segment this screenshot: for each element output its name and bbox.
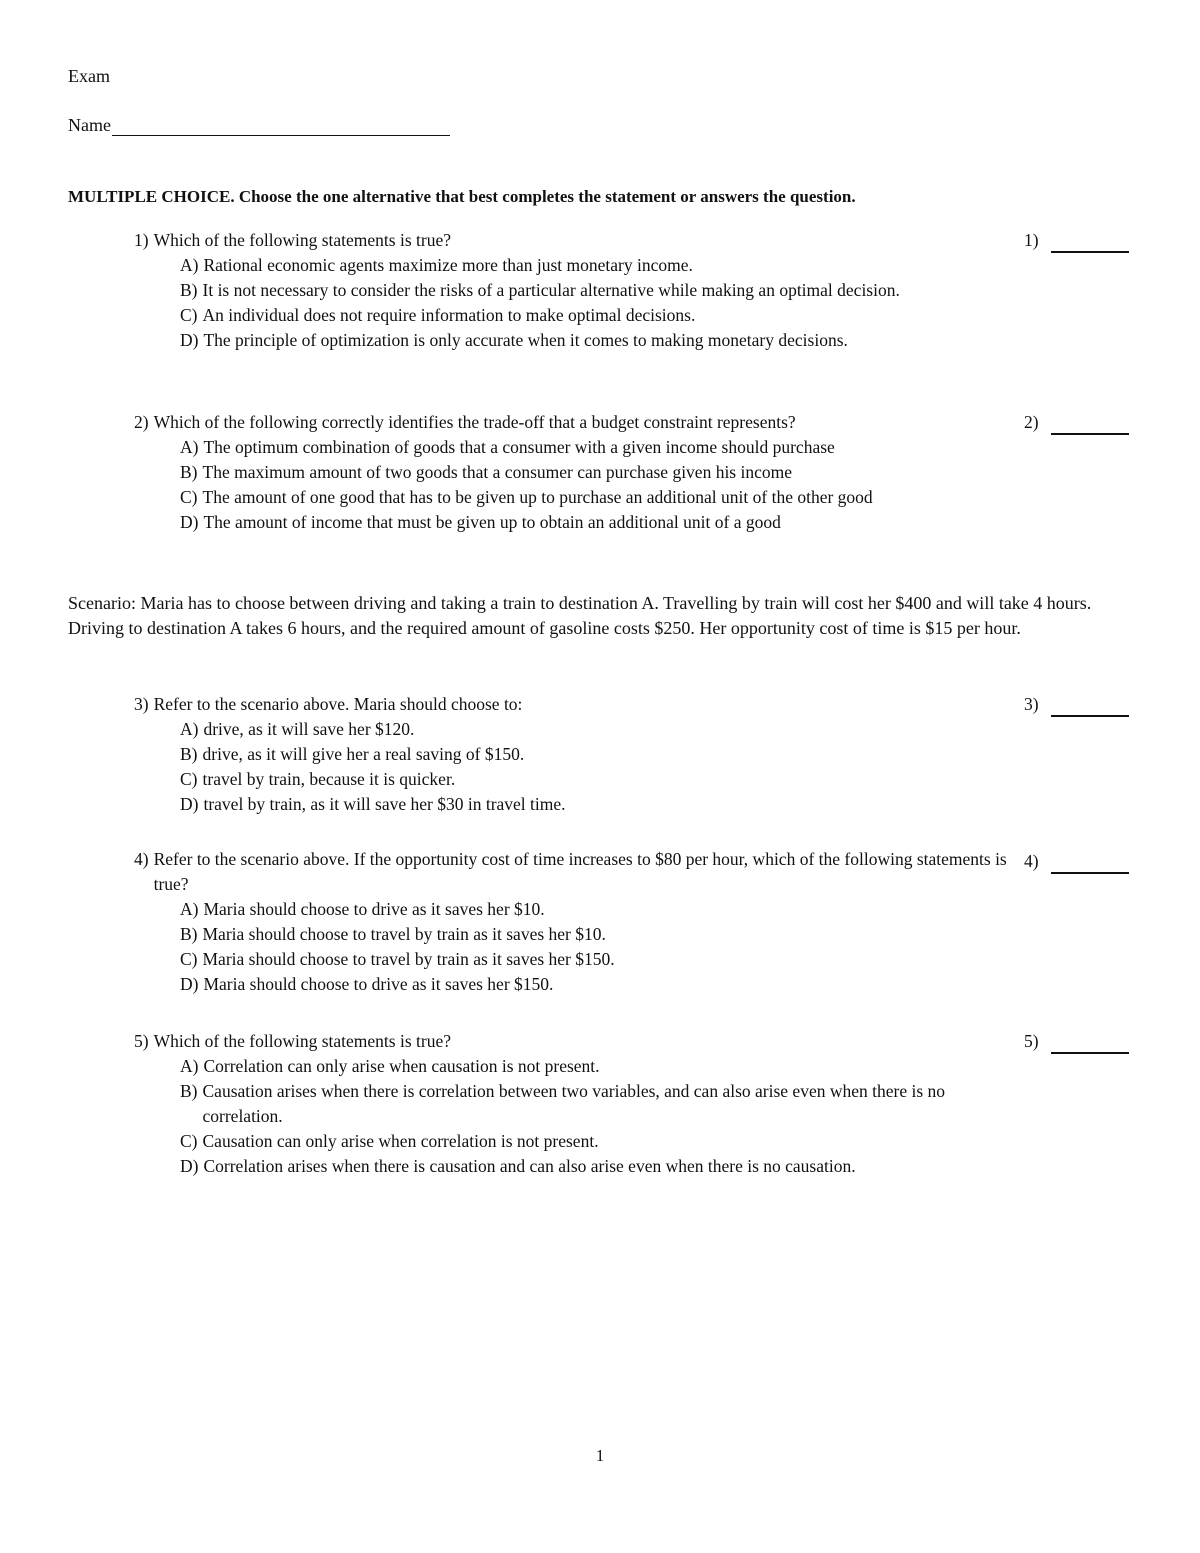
option-list xyxy=(180,253,1014,353)
option-letter: A) xyxy=(180,437,199,457)
question-stem xyxy=(134,1029,1014,1054)
answer-slot-1 xyxy=(1024,228,1129,253)
option-text: The optimum combination of goods that a consumer with a given income should purchase xyxy=(203,437,835,457)
answer-label: 1) xyxy=(1024,230,1039,250)
option-letter: D) xyxy=(180,974,199,994)
option-text: travel by train, because it is quicker. xyxy=(202,769,456,789)
option-a xyxy=(180,1054,1014,1079)
question-stem xyxy=(134,228,1014,253)
option-list xyxy=(180,435,1014,535)
name-field xyxy=(68,115,450,136)
option-b xyxy=(180,742,1014,767)
option-letter: D) xyxy=(180,1156,199,1176)
option-b xyxy=(180,278,1014,303)
option-letter: D) xyxy=(180,794,199,814)
answer-label: 4) xyxy=(1024,851,1039,871)
option-a xyxy=(180,897,1014,922)
option-c xyxy=(180,303,1014,328)
exam-title: Exam xyxy=(68,66,110,86)
answer-label: 3) xyxy=(1024,694,1039,714)
option-text: The amount of one good that has to be given up to purchase an additional unit of the other good xyxy=(202,487,873,507)
option-letter: A) xyxy=(180,1056,199,1076)
option-d xyxy=(180,328,1014,353)
question-5 xyxy=(134,1029,1014,1179)
option-text: Maria should choose to travel by train as it saves her $10. xyxy=(202,924,606,944)
option-text: Maria should choose to travel by train as it saves her $150. xyxy=(202,949,615,969)
question-text: Refer to the scenario above. If the opportunity cost of time increases to $80 per hour, which of the following statements is true? xyxy=(153,849,1007,894)
question-text: Refer to the scenario above. Maria should choose to: xyxy=(153,694,523,714)
answer-blank[interactable] xyxy=(1051,238,1129,253)
option-b xyxy=(180,1079,1014,1129)
question-text: Which of the following statements is true? xyxy=(153,230,452,250)
option-letter: A) xyxy=(180,719,199,739)
option-text: The maximum amount of two goods that a consumer can purchase given his income xyxy=(202,462,793,482)
option-text: Maria should choose to drive as it saves her $150. xyxy=(203,974,554,994)
option-letter: B) xyxy=(180,1081,198,1101)
option-a xyxy=(180,253,1014,278)
answer-label: 2) xyxy=(1024,412,1039,432)
option-letter: A) xyxy=(180,255,199,275)
answer-slot-3 xyxy=(1024,692,1129,717)
option-letter: B) xyxy=(180,924,198,944)
option-text: Correlation can only arise when causation is not present. xyxy=(203,1056,600,1076)
option-list xyxy=(180,897,1014,997)
answer-slot-2 xyxy=(1024,410,1129,435)
option-text: Causation arises when there is correlation between two variables, and can also arise even when there is no correlation. xyxy=(202,1081,946,1126)
option-d xyxy=(180,510,1014,535)
option-letter: A) xyxy=(180,899,199,919)
option-text: drive, as it will save her $120. xyxy=(203,719,415,739)
option-d xyxy=(180,972,1014,997)
question-number: 3) xyxy=(134,694,149,714)
option-letter: B) xyxy=(180,462,198,482)
option-list xyxy=(180,1054,1014,1179)
option-text: travel by train, as it will save her $30 in travel time. xyxy=(203,794,566,814)
option-text: Rational economic agents maximize more than just monetary income. xyxy=(203,255,693,275)
option-d xyxy=(180,1154,1014,1179)
option-letter: C) xyxy=(180,769,198,789)
answer-slot-5 xyxy=(1024,1029,1129,1054)
option-a xyxy=(180,435,1014,460)
answer-slot-4 xyxy=(1024,849,1129,874)
option-c xyxy=(180,485,1014,510)
name-blank-line xyxy=(112,117,450,136)
option-letter: C) xyxy=(180,949,198,969)
question-stem xyxy=(134,410,1014,435)
question-number: 4) xyxy=(134,849,149,869)
option-list xyxy=(180,717,1014,817)
answer-blank[interactable] xyxy=(1051,702,1129,717)
option-c xyxy=(180,947,1014,972)
option-a xyxy=(180,717,1014,742)
name-label: Name xyxy=(68,115,111,135)
option-letter: B) xyxy=(180,280,198,300)
option-text: drive, as it will give her a real saving of $150. xyxy=(202,744,525,764)
option-b xyxy=(180,460,1014,485)
question-stem xyxy=(134,847,1014,897)
option-text: Correlation arises when there is causation and can also arise even when there is no causation. xyxy=(203,1156,856,1176)
question-1 xyxy=(134,228,1014,353)
option-text: Causation can only arise when correlation is not present. xyxy=(202,1131,599,1151)
question-2 xyxy=(134,410,1014,535)
answer-blank[interactable] xyxy=(1051,420,1129,435)
question-text: Which of the following statements is true? xyxy=(153,1031,452,1051)
option-c xyxy=(180,767,1014,792)
option-letter: D) xyxy=(180,512,199,532)
scenario-text: Scenario: Maria has to choose between driving and taking a train to destination A. Travelling by train will cost her $400 and will take 4 hours. Driving to destination A takes 6 hours, and the required amount of gasoline costs $250. Her opportunity cost of time is $15 per hour. xyxy=(68,593,1092,638)
question-number: 5) xyxy=(134,1031,149,1051)
option-letter: D) xyxy=(180,330,199,350)
question-number: 2) xyxy=(134,412,149,432)
section-heading: MULTIPLE CHOICE. Choose the one alternative that best completes the statement or answers the question. xyxy=(68,187,856,206)
option-c xyxy=(180,1129,1014,1154)
option-text: The principle of optimization is only accurate when it comes to making monetary decisions. xyxy=(203,330,848,350)
question-text: Which of the following correctly identifies the trade-off that a budget constraint represents? xyxy=(153,412,796,432)
option-letter: B) xyxy=(180,744,198,764)
option-letter: C) xyxy=(180,305,198,325)
page-number: 1 xyxy=(595,1446,605,1465)
answer-label: 5) xyxy=(1024,1031,1039,1051)
question-3 xyxy=(134,692,1014,817)
option-letter: C) xyxy=(180,1131,198,1151)
answer-blank[interactable] xyxy=(1051,1039,1129,1054)
option-d xyxy=(180,792,1014,817)
option-text: The amount of income that must be given up to obtain an additional unit of a good xyxy=(203,512,781,532)
option-letter: C) xyxy=(180,487,198,507)
question-4 xyxy=(134,847,1014,997)
answer-blank[interactable] xyxy=(1051,859,1129,874)
option-text: An individual does not require information to make optimal decisions. xyxy=(202,305,696,325)
question-stem xyxy=(134,692,1014,717)
option-b xyxy=(180,922,1014,947)
option-text: Maria should choose to drive as it saves her $10. xyxy=(203,899,545,919)
option-text: It is not necessary to consider the risks of a particular alternative while making an optimal decision. xyxy=(202,280,900,300)
question-number: 1) xyxy=(134,230,149,250)
